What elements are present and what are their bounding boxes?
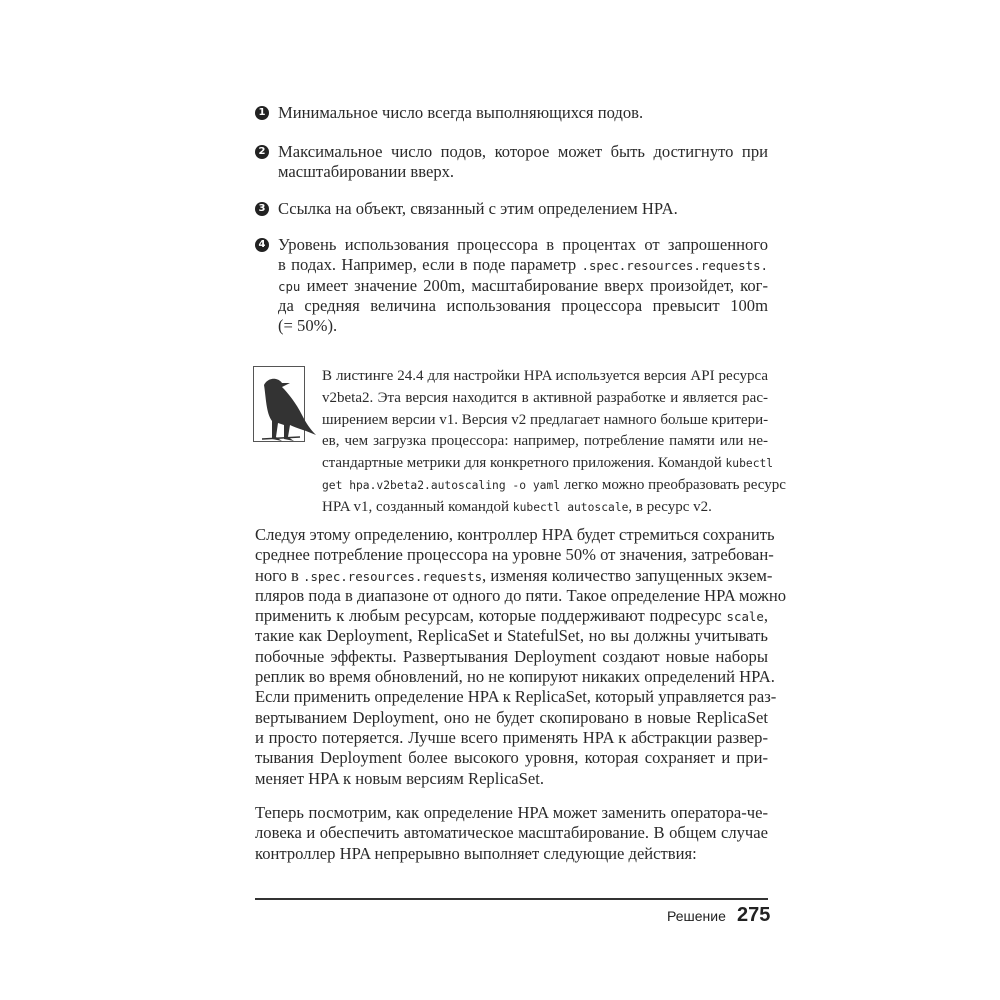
text-run: v2beta2. Эта версия находится в активной разработке и является рас- [322,389,768,406]
text-line [255,687,777,707]
text-line [278,276,768,296]
text-run: Минимальное число всегда выполняющихся подов. [278,103,644,122]
text-run: применить к любым ресурсам, которые поддерживают подресурс [255,606,727,626]
text-run: Следуя этому определению, контроллер HPA будет стремиться сохранить [255,525,775,544]
text-run: Теперь посмотрим, как определение HPA может заменить оператора-че- [255,803,768,822]
text-run: легко можно преобразовать ресурс [560,476,786,493]
text-line [322,410,768,432]
text-line [255,565,773,586]
text-run: ширением версии v1. Версия v2 предлагает намного больше критери- [322,411,769,428]
text-line [278,296,768,316]
text-line [322,366,768,388]
text-line [255,728,768,748]
text-run: , в ресурс v2. [628,498,712,515]
text-line [278,199,768,219]
text-line [255,769,768,789]
text-run: ловека и обеспечить автоматическое масштабирование. В общем случае [255,823,768,843]
callout-4 [255,235,768,336]
text-line [278,255,768,275]
footer-section-title: Решение [667,908,726,924]
text-line [255,823,768,843]
callout-2 [255,142,768,183]
text-line [255,667,775,687]
text-line [278,103,768,123]
text-run: такие как Deployment, ReplicaSet и StatefulSet, но вы должны учитывать [255,626,768,646]
inline-code: .spec.resources.requests [303,568,483,584]
callout-number-icon: 3 [255,202,269,216]
text-run: В листинге 24.4 для настройки HPA используется версия API ресурса [322,368,768,384]
text-line [322,497,768,519]
inline-code: get hpa.v2beta2.autoscaling -o yaml [322,478,561,492]
text-run: побочные эффекты. Развертывания Deployment создают новые наборы [255,646,768,666]
inline-code: kubectl autoscale [512,500,629,514]
text-run: реплик во время обновлений, но не копируют никаких определений HPA. [255,667,775,687]
text-line [255,748,768,768]
text-run: HPA v1, созданный командой [322,498,513,515]
text-run: (= 50%). [278,316,338,336]
text-line [255,585,787,606]
crow-icon [253,366,305,442]
inline-code: scale [726,609,764,625]
text-line [255,626,768,646]
text-line [255,525,775,545]
inline-code: kubectl [725,457,774,471]
text-line [255,708,768,728]
callout-3 [255,199,768,219]
paragraph [255,525,787,789]
text-run: меняет HPA к новым версиям ReplicaSet. [255,768,545,788]
text-run: ев, чем загрузка процессора: например, потребление памяти или не- [322,433,768,450]
text-run: пляров пода в диапазоне от одного до пяти. Такое определение HPA можно [255,585,787,605]
text-run: тывания Deployment более высокого уровня, которая сохраняет и при- [255,748,768,768]
text-run: ного в [255,565,303,585]
text-run: Ссылка на объект, связанный с этим определением HPA. [278,199,678,218]
text-line [322,453,774,475]
text-run: стандартные метрики для конкретного приложения. Командой [322,455,726,472]
footer-rule [255,898,768,900]
text-line [322,388,768,410]
text-line [278,142,768,162]
text-run: в подах. Например, если в поде параметр [278,255,582,275]
text-run: имеет значение 200m, масштабирование вверх произойдет, ког- [300,275,768,295]
text-run: Если применить определение HPA к ReplicaSet, который управляется раз- [255,687,777,707]
text-line [255,844,768,864]
note-callout [322,366,786,519]
text-run: среднее потребление процессора на уровне 50% от значения, затребован- [255,545,774,565]
text-run: Максимальное число подов, которое может быть достигнуто при [278,142,768,161]
text-line [255,803,768,823]
inline-code: .spec.resources.requests. [581,258,768,274]
inline-code: cpu [278,278,301,294]
text-run: , изменяя количество запущенных экзем- [482,565,773,585]
text-line [255,545,774,565]
text-run: масштабировании вверх. [278,162,455,182]
text-run: Уровень использования процессора в процентах от запрошенного [278,235,768,254]
text-line [278,162,768,182]
text-run: да средняя величина использования процессора превысит 100m [278,295,768,315]
callout-number-icon: 1 [255,106,269,120]
callout-number-icon: 2 [255,145,269,159]
paragraph [255,803,768,864]
callout-number-icon: 4 [255,238,269,252]
page-number: 275 [737,904,771,926]
text-line [278,235,768,255]
callout-1 [255,103,768,123]
text-line [255,647,768,667]
text-run: вертыванием Deployment, оно не будет скопировано в новые ReplicaSet [255,707,768,727]
text-line [255,606,768,626]
text-run: , [763,606,768,626]
text-run: и просто потеряется. Лучше всего применять HPA к абстракции развер- [255,727,768,747]
text-line [322,475,786,497]
text-line [278,316,768,336]
text-run: контроллер HPA непрерывно выполняет следующие действия: [255,843,697,863]
text-line [322,431,768,453]
